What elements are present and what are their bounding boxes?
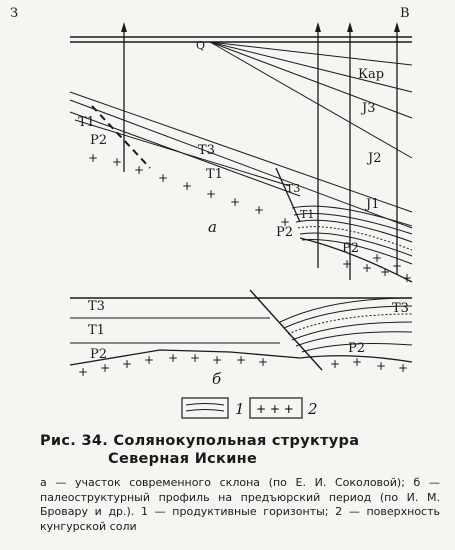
caption-description: а — участок современного склона (по Е. И. Соколовой); б — палеоструктурный профиль на предъюрский период (по И. М. Бровару и др.). 1 — продуктивные горизонты; 2 — поверхность кунгурской соли [40, 476, 440, 533]
legend [182, 398, 318, 418]
t3-right-b-label: T3 [392, 301, 409, 316]
p2-right-b-label: P2 [348, 341, 366, 356]
svg-text:+: + [376, 359, 387, 373]
t1-label: T1 [206, 167, 223, 182]
svg-text:+: + [352, 355, 363, 369]
q-label: Q [196, 39, 206, 52]
svg-text:+: + [258, 355, 269, 369]
well-4-arrow-icon [394, 22, 400, 32]
svg-text:+: + [402, 271, 413, 285]
svg-text:+: + [212, 353, 223, 367]
p2-mid-label: P2 [276, 225, 294, 240]
panel-b-label: б [212, 370, 222, 388]
svg-text:+: + [168, 351, 179, 365]
east-label: В [400, 6, 410, 21]
svg-text:+: + [254, 203, 265, 217]
legend-1-box [182, 398, 228, 418]
figure-caption [40, 432, 440, 534]
well-3-arrow-icon [347, 22, 353, 32]
svg-text:+: + [280, 215, 291, 229]
q-layers [210, 42, 412, 158]
svg-text:+: + [182, 179, 193, 193]
kar-label: Кар [358, 67, 385, 82]
svg-text:+: + [398, 361, 409, 375]
svg-text:+: + [112, 155, 123, 169]
legend-1-number: 1 [235, 400, 245, 418]
svg-text:+: + [134, 163, 145, 177]
t1-b-label: T1 [88, 323, 105, 338]
t3-label: T3 [198, 143, 215, 158]
caption-title-line2: Северная Искине [108, 451, 258, 467]
t3-right-label: T3 [286, 182, 301, 195]
j2-label: J2 [368, 151, 382, 166]
well-2-arrow-icon [315, 22, 321, 32]
svg-text:+: + [100, 361, 111, 375]
svg-text:+: + [230, 195, 241, 209]
caption-title [40, 432, 440, 468]
svg-text:+: + [380, 265, 391, 279]
section-b [70, 290, 412, 388]
svg-text:+: + [122, 357, 133, 371]
j3-label: J3 [362, 101, 376, 116]
t1-left-label: T1 [78, 115, 95, 130]
svg-text:+: + [330, 357, 341, 371]
svg-text:+: + [144, 353, 155, 367]
svg-text:+: + [236, 353, 247, 367]
p2-right-label: P2 [342, 241, 360, 256]
legend-2-number: 2 [308, 400, 318, 418]
salt-symbols-a [88, 151, 412, 285]
svg-text:+: + [362, 261, 373, 275]
p2-b-label: P2 [90, 347, 108, 362]
well-1-arrow-icon [121, 22, 127, 32]
panel-a-label: а [208, 218, 217, 236]
j1-label: J1 [366, 197, 380, 212]
caption-title-line1: Рис. 34. Солянокупольная структура [40, 433, 360, 449]
svg-text:+: + [392, 259, 403, 273]
svg-text:+: + [88, 151, 99, 165]
svg-text:+: + [190, 351, 201, 365]
svg-text:+: + [342, 257, 353, 271]
t3-b-label: T3 [88, 299, 105, 314]
p2-left-label: P2 [90, 133, 108, 148]
t1-right-label: T1 [300, 208, 315, 221]
svg-text:+: + [158, 171, 169, 185]
section-a [10, 6, 412, 285]
svg-text:+: + [78, 365, 89, 379]
svg-text:+: + [206, 187, 217, 201]
svg-text:+: + [372, 251, 383, 265]
legend-2-symbols: + + + [256, 402, 294, 416]
west-label: З [10, 6, 19, 21]
